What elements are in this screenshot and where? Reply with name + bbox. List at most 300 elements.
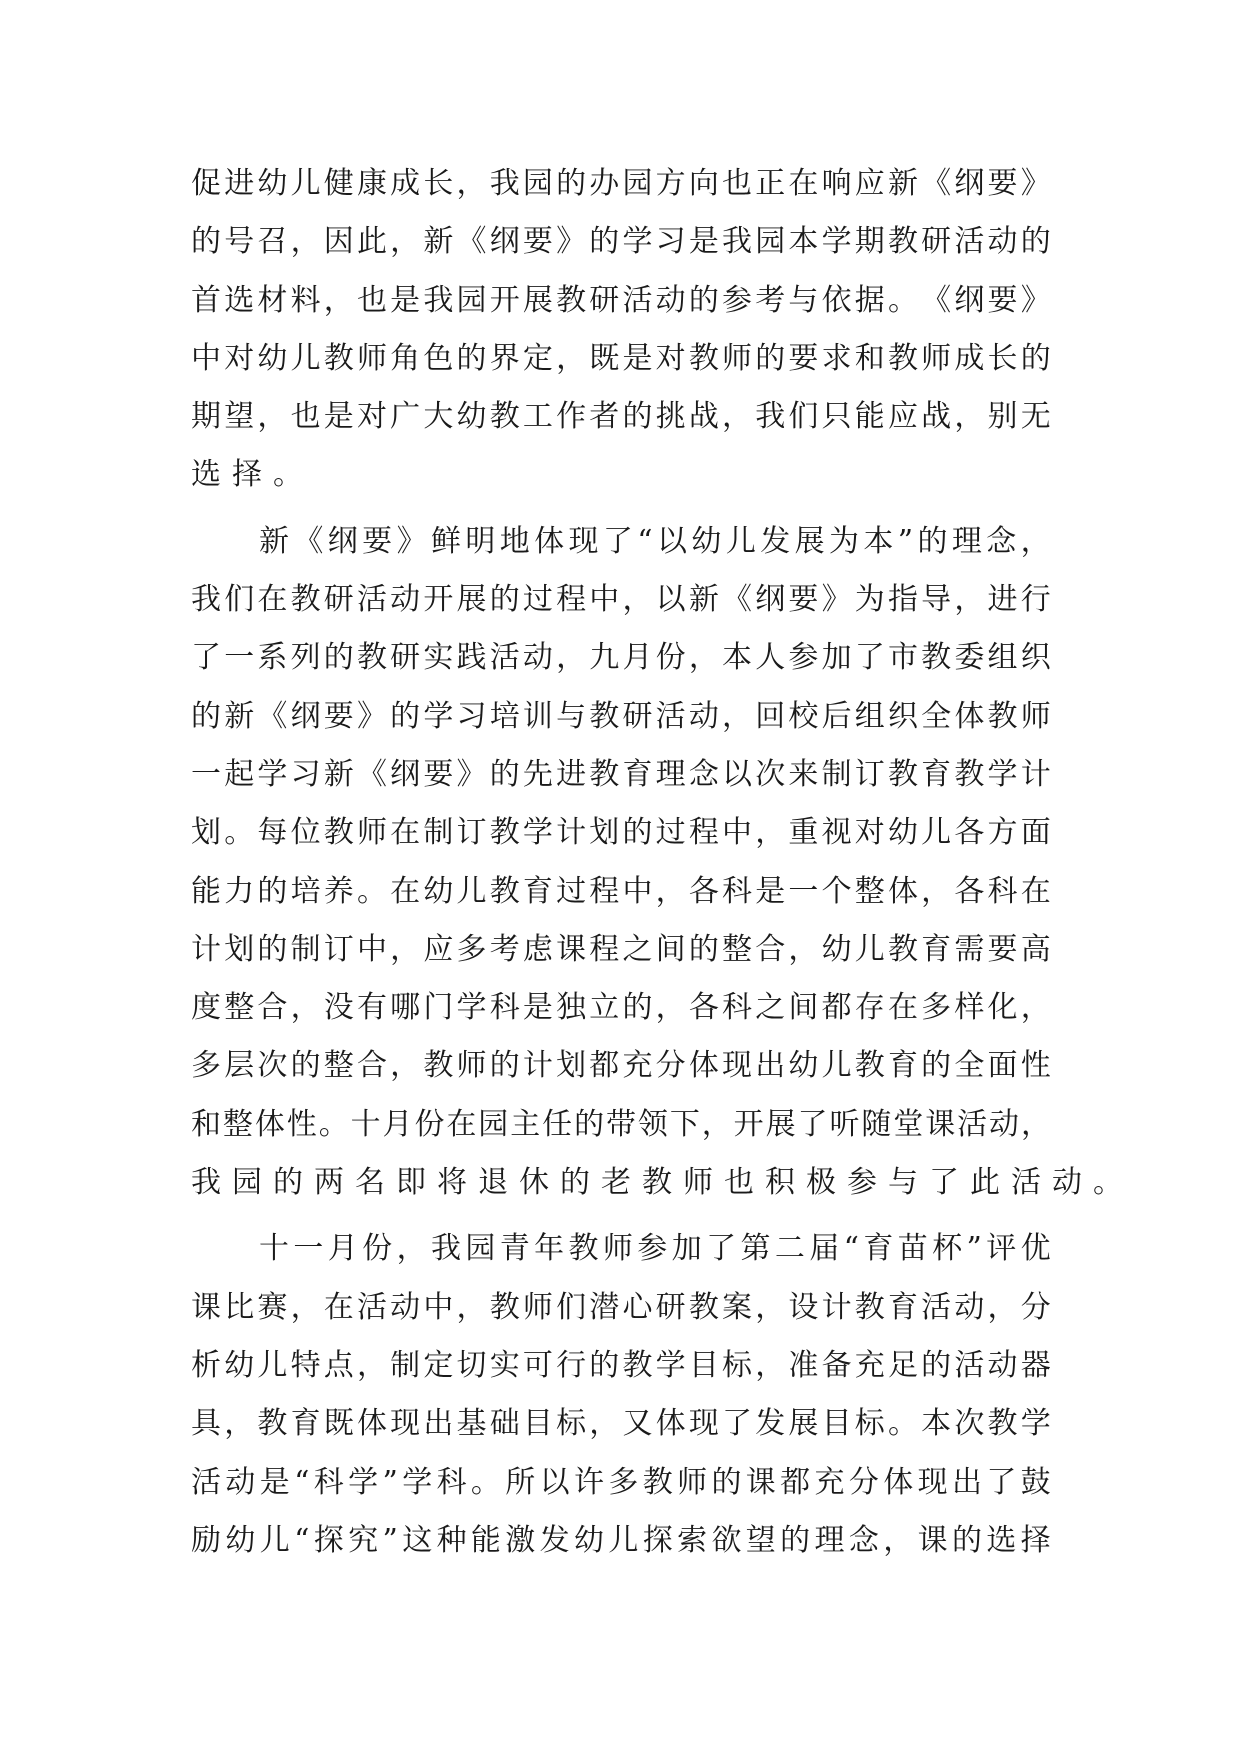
glyph: 委 bbox=[954, 640, 985, 676]
glyph: 育 bbox=[622, 756, 653, 792]
text-line bbox=[191, 513, 1051, 571]
glyph: 实 bbox=[423, 640, 454, 676]
glyph: 划 bbox=[191, 815, 221, 851]
glyph: 了 bbox=[706, 1231, 737, 1267]
glyph: 是 bbox=[323, 399, 354, 435]
glyph: 的 bbox=[622, 399, 653, 435]
glyph: 展 bbox=[765, 1106, 796, 1142]
glyph: 和 bbox=[191, 1106, 221, 1142]
glyph: 础 bbox=[489, 1406, 520, 1442]
glyph: 也 bbox=[356, 282, 387, 318]
glyph: 标 bbox=[854, 1406, 885, 1442]
glyph: 每 bbox=[257, 815, 288, 851]
glyph: 师 bbox=[356, 340, 387, 376]
glyph: 科 bbox=[489, 990, 520, 1026]
glyph: ， bbox=[390, 931, 421, 967]
glyph: 析 bbox=[191, 1347, 221, 1383]
glyph: 充 bbox=[814, 1464, 845, 1500]
glyph: 正 bbox=[755, 166, 786, 201]
glyph: 目 bbox=[821, 1406, 852, 1442]
glyph: 的 bbox=[489, 582, 520, 618]
glyph: 计 bbox=[821, 1289, 852, 1325]
glyph: 》 bbox=[356, 698, 387, 734]
glyph: 都 bbox=[589, 1048, 620, 1084]
glyph: 践 bbox=[456, 640, 487, 676]
glyph: ” bbox=[966, 1231, 982, 1267]
glyph: ， bbox=[1020, 990, 1051, 1026]
glyph: ， bbox=[390, 1048, 421, 1084]
glyph: 学 bbox=[423, 698, 454, 734]
glyph: 课 bbox=[556, 931, 587, 967]
glyph: 一 bbox=[788, 873, 819, 909]
glyph: 研 bbox=[655, 1289, 686, 1325]
glyph: 》 bbox=[1020, 166, 1051, 201]
glyph: 制 bbox=[390, 1347, 421, 1383]
glyph: 活 bbox=[655, 698, 686, 734]
glyph: 。 bbox=[224, 815, 255, 851]
glyph: 定 bbox=[522, 340, 553, 376]
glyph: 青 bbox=[499, 1231, 530, 1267]
glyph: 教 bbox=[854, 1048, 885, 1084]
glyph: 多 bbox=[191, 1048, 221, 1084]
glyph: 教 bbox=[987, 698, 1018, 734]
glyph: 下 bbox=[669, 1106, 700, 1142]
glyph: 幼 bbox=[788, 1048, 819, 1084]
glyph: 学 bbox=[456, 990, 487, 1026]
glyph: 大 bbox=[423, 399, 454, 435]
glyph: 领 bbox=[637, 1106, 668, 1142]
glyph: 《 bbox=[293, 523, 324, 559]
glyph: 现 bbox=[722, 1048, 752, 1084]
glyph: 能 bbox=[191, 873, 221, 909]
glyph: 》 bbox=[1020, 282, 1051, 318]
glyph: 以 bbox=[657, 523, 688, 559]
glyph: 教 bbox=[887, 756, 918, 792]
glyph: ， bbox=[622, 582, 653, 618]
glyph: 以 bbox=[655, 582, 686, 618]
glyph: 应 bbox=[887, 399, 918, 435]
glyph: 订 bbox=[456, 815, 487, 851]
glyph: 届 bbox=[809, 1231, 840, 1267]
glyph: 教 bbox=[323, 815, 354, 851]
glyph: 与 bbox=[556, 698, 587, 734]
glyph: 方 bbox=[655, 166, 686, 201]
glyph: 色 bbox=[423, 340, 454, 376]
glyph: 》 bbox=[556, 224, 587, 260]
glyph: 望 bbox=[224, 399, 255, 435]
glyph: 理 bbox=[814, 1522, 845, 1558]
glyph: 次 bbox=[257, 1048, 288, 1084]
glyph: 育 bbox=[887, 1289, 918, 1325]
glyph: 作 bbox=[556, 399, 587, 435]
glyph: 研 bbox=[390, 640, 421, 676]
glyph: 案 bbox=[722, 1289, 752, 1325]
glyph: 教 bbox=[887, 224, 918, 260]
glyph: 整 bbox=[722, 931, 752, 967]
glyph: 次 bbox=[755, 756, 786, 792]
glyph: 合 bbox=[356, 1048, 387, 1084]
glyph: 《 bbox=[921, 282, 952, 318]
glyph: 此 bbox=[356, 224, 387, 260]
glyph: 也 bbox=[722, 166, 752, 201]
glyph: 的 bbox=[917, 523, 948, 559]
glyph: 要 bbox=[788, 340, 819, 376]
glyph: 战 bbox=[921, 399, 952, 435]
glyph: 的 bbox=[951, 1522, 982, 1558]
glyph: 份 bbox=[414, 1106, 445, 1142]
glyph: 教 bbox=[290, 582, 321, 618]
glyph: 育 bbox=[863, 1231, 894, 1267]
glyph: 现 bbox=[568, 523, 599, 559]
glyph: “ bbox=[294, 1522, 310, 1558]
glyph: 学 bbox=[402, 1464, 433, 1500]
glyph: 《 bbox=[921, 166, 952, 201]
glyph: ， bbox=[921, 873, 952, 909]
glyph: 教 bbox=[887, 931, 918, 967]
glyph: 学 bbox=[348, 1464, 379, 1500]
glyph: 都 bbox=[821, 990, 852, 1026]
glyph: 者 bbox=[589, 399, 620, 435]
glyph: 教 bbox=[489, 1289, 520, 1325]
glyph: 潜 bbox=[589, 1289, 620, 1325]
glyph: 育 bbox=[921, 756, 952, 792]
glyph: 间 bbox=[788, 990, 819, 1026]
glyph: 动 bbox=[225, 1464, 256, 1500]
glyph: 要 bbox=[323, 698, 354, 734]
glyph: 标 bbox=[722, 1347, 752, 1383]
glyph: ， bbox=[788, 931, 819, 967]
glyph: 合 bbox=[257, 990, 288, 1026]
glyph: 研 bbox=[589, 282, 620, 318]
glyph: ， bbox=[290, 1289, 321, 1325]
glyph: 长 bbox=[987, 340, 1018, 376]
glyph: 新 bbox=[259, 523, 289, 559]
glyph: 所 bbox=[505, 1464, 536, 1500]
glyph: “ bbox=[637, 523, 653, 559]
glyph: 念 bbox=[986, 523, 1017, 559]
glyph: 制 bbox=[423, 815, 454, 851]
glyph: 习 bbox=[456, 698, 487, 734]
glyph: 活 bbox=[954, 224, 985, 260]
glyph: 要 bbox=[987, 166, 1018, 201]
glyph: 出 bbox=[755, 1048, 786, 1084]
glyph: 教 bbox=[642, 1464, 673, 1500]
glyph: 号 bbox=[224, 224, 255, 260]
glyph: 各 bbox=[954, 873, 985, 909]
glyph: 幼 bbox=[456, 399, 487, 435]
glyph: 园 bbox=[478, 1106, 509, 1142]
glyph: 多 bbox=[456, 931, 487, 967]
text-line bbox=[191, 1395, 1051, 1453]
text-line bbox=[191, 1454, 1051, 1512]
glyph: 促 bbox=[191, 166, 221, 201]
glyph: 选 bbox=[224, 282, 255, 318]
line-text: 选择。 bbox=[191, 457, 314, 493]
glyph: 《 bbox=[257, 698, 288, 734]
glyph: 课 bbox=[917, 1522, 948, 1558]
glyph: 《 bbox=[356, 756, 387, 792]
glyph: 的 bbox=[711, 1464, 742, 1500]
glyph: 儿 bbox=[725, 523, 756, 559]
glyph: 体 bbox=[883, 1464, 914, 1500]
glyph: 都 bbox=[780, 1464, 811, 1500]
text-line bbox=[191, 1337, 1051, 1395]
glyph: 许 bbox=[574, 1464, 604, 1500]
glyph: 活 bbox=[921, 1289, 952, 1325]
glyph: 的 bbox=[290, 1048, 321, 1084]
glyph: 界 bbox=[489, 340, 520, 376]
glyph: 的 bbox=[1020, 224, 1051, 260]
glyph: 性 bbox=[1020, 1048, 1051, 1084]
glyph: 是 bbox=[522, 990, 553, 1026]
glyph: 》 bbox=[821, 582, 852, 618]
glyph: 依 bbox=[821, 282, 852, 318]
glyph: 动 bbox=[688, 698, 719, 734]
glyph: 足 bbox=[887, 1347, 918, 1383]
glyph: 织 bbox=[1020, 640, 1051, 676]
glyph: 存 bbox=[854, 990, 885, 1026]
glyph: 新 bbox=[224, 698, 255, 734]
glyph: 设 bbox=[788, 1289, 819, 1325]
text-line bbox=[191, 1154, 1134, 1212]
glyph: 学 bbox=[987, 756, 1018, 792]
glyph: 我 bbox=[722, 224, 752, 260]
text-line bbox=[191, 1037, 1051, 1095]
glyph: 划 bbox=[224, 931, 255, 967]
glyph: 课 bbox=[925, 1106, 956, 1142]
glyph: 们 bbox=[556, 1289, 587, 1325]
glyph: 纲 bbox=[290, 698, 321, 734]
glyph: 动 bbox=[390, 582, 421, 618]
glyph: ” bbox=[382, 1464, 398, 1500]
glyph: 教 bbox=[688, 340, 719, 376]
glyph: 层 bbox=[224, 1048, 255, 1084]
glyph: 科 bbox=[722, 873, 752, 909]
glyph: 在 bbox=[390, 873, 421, 909]
glyph: 订 bbox=[854, 756, 885, 792]
glyph: 心 bbox=[622, 1289, 653, 1325]
glyph: 的 bbox=[755, 340, 786, 376]
glyph: 儿 bbox=[259, 1522, 290, 1558]
glyph: 要 bbox=[987, 931, 1018, 967]
glyph: 种 bbox=[436, 1522, 467, 1558]
glyph: 列 bbox=[290, 640, 321, 676]
glyph: 成 bbox=[954, 340, 985, 376]
glyph: 多 bbox=[608, 1464, 639, 1500]
glyph: 十 bbox=[350, 1106, 381, 1142]
glyph: “ bbox=[843, 1231, 859, 1267]
glyph: 无 bbox=[1020, 399, 1051, 435]
glyph: 培 bbox=[290, 873, 321, 909]
glyph: 各 bbox=[954, 815, 985, 851]
glyph: 点 bbox=[323, 1347, 354, 1383]
glyph: 活 bbox=[191, 1464, 221, 1500]
glyph: 既 bbox=[323, 1406, 354, 1442]
glyph: 的 bbox=[257, 873, 288, 909]
glyph: 教 bbox=[688, 1289, 719, 1325]
glyph: 是 bbox=[259, 1464, 290, 1500]
glyph: ， bbox=[1020, 1106, 1051, 1142]
glyph: 中 bbox=[423, 1289, 454, 1325]
glyph: 全 bbox=[954, 1048, 985, 1084]
glyph: 儿 bbox=[456, 873, 487, 909]
glyph: 九 bbox=[589, 640, 620, 676]
glyph: 现 bbox=[688, 1406, 719, 1442]
text-line bbox=[191, 629, 1051, 687]
glyph: 带 bbox=[605, 1106, 636, 1142]
glyph: 开 bbox=[489, 282, 520, 318]
glyph: 园 bbox=[522, 166, 553, 201]
glyph: 励 bbox=[191, 1522, 221, 1558]
glyph: 育 bbox=[522, 873, 553, 909]
glyph: 新 bbox=[423, 224, 454, 260]
glyph: 教 bbox=[589, 698, 620, 734]
glyph: 合 bbox=[755, 931, 786, 967]
glyph: 园 bbox=[622, 166, 653, 201]
glyph: 本 bbox=[863, 523, 894, 559]
glyph: 分 bbox=[1020, 1289, 1051, 1325]
glyph: 实 bbox=[489, 1347, 520, 1383]
glyph: 回 bbox=[755, 698, 786, 734]
glyph: 康 bbox=[356, 166, 387, 201]
glyph: 月 bbox=[622, 640, 653, 676]
glyph: 因 bbox=[323, 224, 354, 260]
glyph: ， bbox=[722, 399, 752, 435]
glyph: 动 bbox=[655, 282, 686, 318]
glyph: 》 bbox=[456, 756, 487, 792]
glyph: 教 bbox=[987, 1406, 1018, 1442]
glyph: 明 bbox=[465, 523, 496, 559]
glyph: 参 bbox=[722, 282, 752, 318]
glyph: 鼓 bbox=[1020, 1464, 1051, 1500]
glyph: 科 bbox=[436, 1464, 467, 1500]
glyph: 订 bbox=[323, 931, 354, 967]
glyph: 科 bbox=[987, 873, 1018, 909]
glyph: 组 bbox=[987, 640, 1018, 676]
glyph: 师 bbox=[722, 340, 752, 376]
glyph: 本 bbox=[722, 640, 752, 676]
glyph: 园 bbox=[465, 1231, 496, 1267]
glyph: 科 bbox=[722, 990, 752, 1026]
glyph: 了 bbox=[602, 523, 633, 559]
glyph: 备 bbox=[821, 1347, 852, 1383]
glyph: 动 bbox=[987, 1347, 1018, 1383]
glyph: 召 bbox=[257, 224, 288, 260]
glyph: 门 bbox=[423, 990, 454, 1026]
glyph: 先 bbox=[522, 756, 553, 792]
glyph: 中 bbox=[622, 873, 653, 909]
glyph: 之 bbox=[755, 990, 786, 1026]
glyph: 次 bbox=[954, 1406, 985, 1442]
glyph: 发 bbox=[539, 1522, 570, 1558]
glyph: 间 bbox=[655, 931, 686, 967]
glyph: 是 bbox=[390, 282, 421, 318]
glyph: 能 bbox=[470, 1522, 501, 1558]
glyph: 求 bbox=[821, 340, 852, 376]
glyph: 计 bbox=[1020, 756, 1051, 792]
glyph: 教 bbox=[323, 340, 354, 376]
glyph: 特 bbox=[290, 1347, 321, 1383]
glyph: 探 bbox=[642, 1522, 673, 1558]
glyph: 展 bbox=[522, 282, 553, 318]
glyph: 具 bbox=[191, 1406, 221, 1442]
glyph: 样 bbox=[954, 990, 985, 1026]
glyph: 活 bbox=[356, 1289, 387, 1325]
glyph: 的 bbox=[921, 1347, 952, 1383]
glyph: 习 bbox=[655, 224, 686, 260]
glyph: 在 bbox=[390, 815, 421, 851]
glyph: 可 bbox=[522, 1347, 553, 1383]
glyph: 鲜 bbox=[430, 523, 461, 559]
glyph: 教 bbox=[556, 282, 587, 318]
glyph: 。 bbox=[356, 873, 387, 909]
glyph: 二 bbox=[774, 1231, 805, 1267]
glyph: 以 bbox=[722, 756, 752, 792]
glyph: 是 bbox=[688, 224, 719, 260]
glyph: 理 bbox=[655, 756, 686, 792]
glyph: 儿 bbox=[608, 1522, 639, 1558]
glyph: 和 bbox=[854, 340, 885, 376]
glyph: 发 bbox=[760, 523, 791, 559]
glyph: 的 bbox=[622, 990, 653, 1026]
glyph: “ bbox=[294, 1464, 310, 1500]
glyph: 纲 bbox=[755, 582, 786, 618]
glyph: 课 bbox=[191, 1289, 221, 1325]
glyph: 计 bbox=[191, 931, 221, 967]
glyph: 评 bbox=[986, 1231, 1017, 1267]
glyph: 角 bbox=[390, 340, 421, 376]
glyph: 中 bbox=[722, 815, 752, 851]
glyph: 训 bbox=[522, 698, 553, 734]
glyph: 对 bbox=[854, 815, 885, 851]
glyph: 们 bbox=[224, 582, 255, 618]
glyph: 纲 bbox=[489, 224, 520, 260]
glyph: 儿 bbox=[821, 1048, 852, 1084]
glyph: 活 bbox=[489, 640, 520, 676]
glyph: 对 bbox=[655, 340, 686, 376]
glyph: 切 bbox=[456, 1347, 487, 1383]
glyph: 对 bbox=[356, 399, 387, 435]
glyph: 的 bbox=[191, 698, 221, 734]
glyph: 育 bbox=[887, 1048, 918, 1084]
glyph: 材 bbox=[257, 282, 288, 318]
text-line bbox=[191, 1096, 1051, 1154]
glyph: 发 bbox=[755, 1406, 786, 1442]
glyph: 视 bbox=[821, 815, 852, 851]
glyph: 中 bbox=[191, 340, 221, 376]
glyph: 堂 bbox=[893, 1106, 924, 1142]
glyph: 过 bbox=[522, 582, 553, 618]
glyph: 任 bbox=[542, 1106, 573, 1142]
glyph: 各 bbox=[688, 990, 719, 1026]
glyph: 向 bbox=[688, 166, 719, 201]
glyph: 。 bbox=[470, 1464, 501, 1500]
glyph: 制 bbox=[821, 756, 852, 792]
glyph: 工 bbox=[522, 399, 553, 435]
glyph: 体 bbox=[954, 698, 985, 734]
glyph: ， bbox=[456, 166, 487, 201]
glyph: 参 bbox=[788, 640, 819, 676]
glyph: 与 bbox=[788, 282, 819, 318]
glyph: 。 bbox=[887, 282, 918, 318]
glyph: 《 bbox=[456, 224, 487, 260]
glyph: 首 bbox=[191, 282, 221, 318]
glyph: 年 bbox=[534, 1231, 565, 1267]
glyph: 教 bbox=[887, 340, 918, 376]
glyph: 化 bbox=[987, 990, 1018, 1026]
glyph: 份 bbox=[362, 1231, 393, 1267]
glyph: 念 bbox=[848, 1522, 879, 1558]
